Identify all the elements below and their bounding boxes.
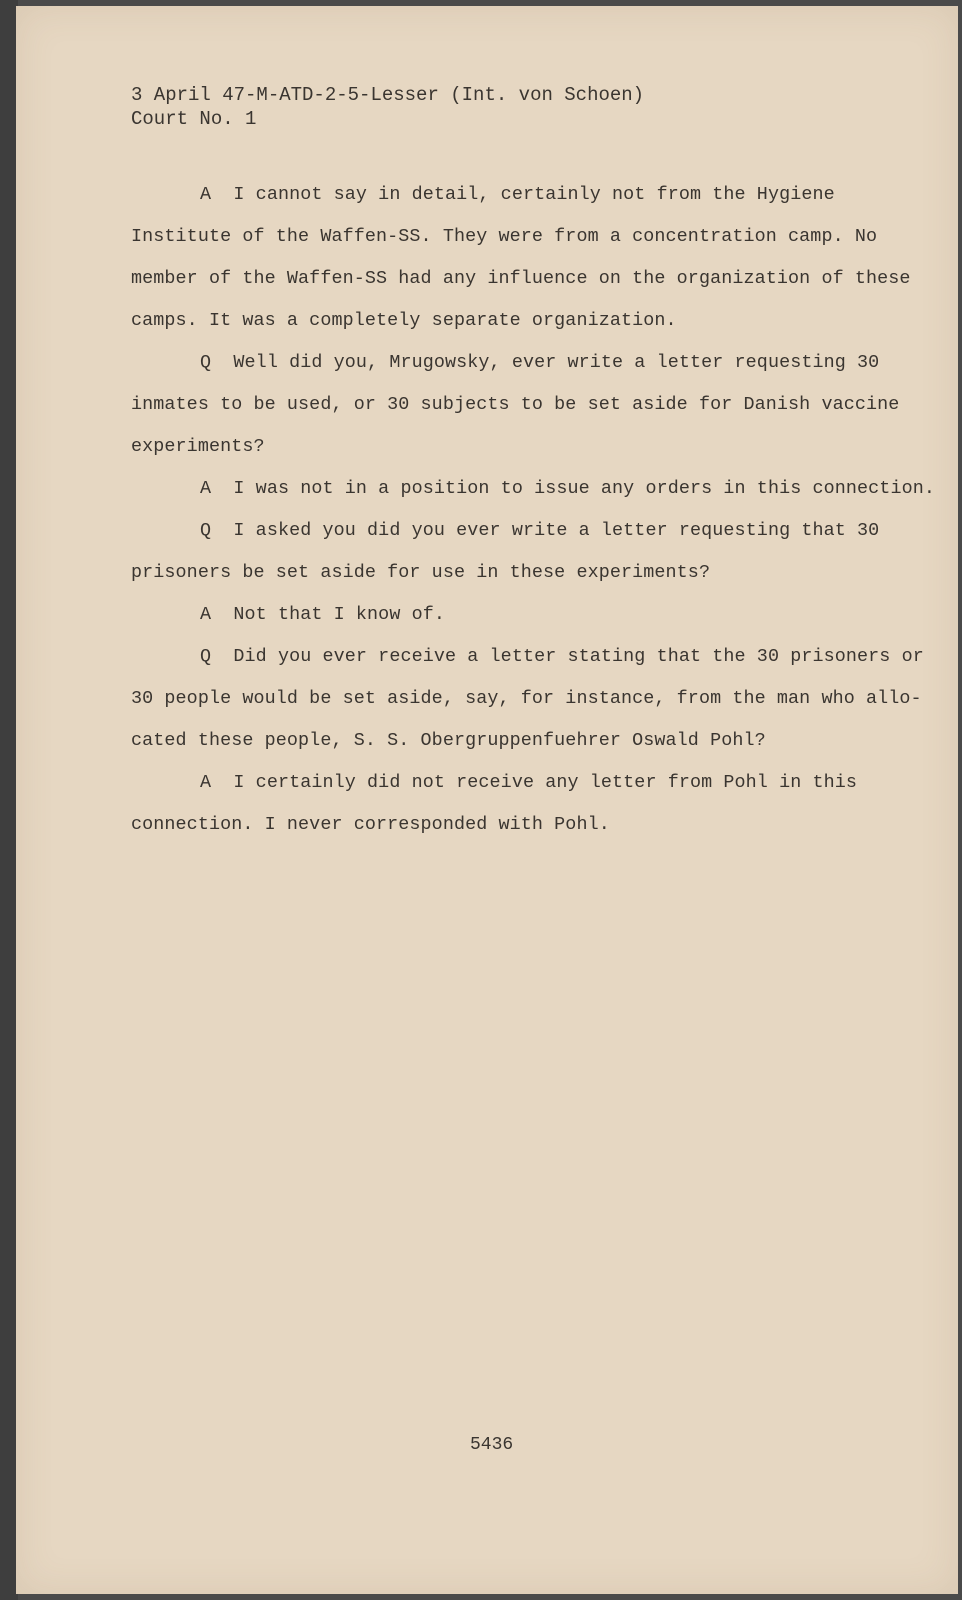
transcript-line: Q I asked you did you ever write a letter requesting that 30: [200, 520, 880, 541]
transcript-line: member of the Waffen-SS had any influence on the organization of these: [131, 268, 911, 289]
transcript-line: experiments?: [131, 436, 265, 457]
transcript-line: connection. I never corresponded with Pohl.: [131, 814, 610, 835]
page-number: 5436: [470, 1435, 514, 1455]
transcript-line: A I certainly did not receive any letter from Pohl in this: [200, 772, 858, 793]
transcript-line: camps. It was a completely separate organization.: [131, 310, 677, 331]
transcript-line: cated these people, S. S. Obergruppenfuehrer Oswald Pohl?: [131, 730, 766, 751]
transcript-line: A I cannot say in detail, certainly not from the Hygiene: [200, 184, 835, 205]
transcript-line: inmates to be used, or 30 subjects to be set aside for Danish vaccine: [131, 394, 900, 415]
transcript-line: Q Did you ever receive a letter stating that the 30 prisoners or: [200, 646, 924, 667]
transcript-line: 30 people would be set aside, say, for instance, from the man who allo-: [131, 688, 922, 709]
document-header-line-1: 3 April 47-M-ATD-2-5-Lesser (Int. von Schoen): [131, 84, 645, 106]
document-header-line-2: Court No. 1: [131, 108, 257, 130]
transcript-line: A I was not in a position to issue any orders in this connection.: [200, 478, 935, 499]
transcript-line: A Not that I know of.: [200, 604, 445, 625]
transcript-line: Institute of the Waffen-SS. They were from a concentration camp. No: [131, 226, 878, 247]
transcript-line: prisoners be set aside for use in these experiments?: [131, 562, 711, 583]
transcript-line: Q Well did you, Mrugowsky, ever write a letter requesting 30: [200, 352, 880, 373]
